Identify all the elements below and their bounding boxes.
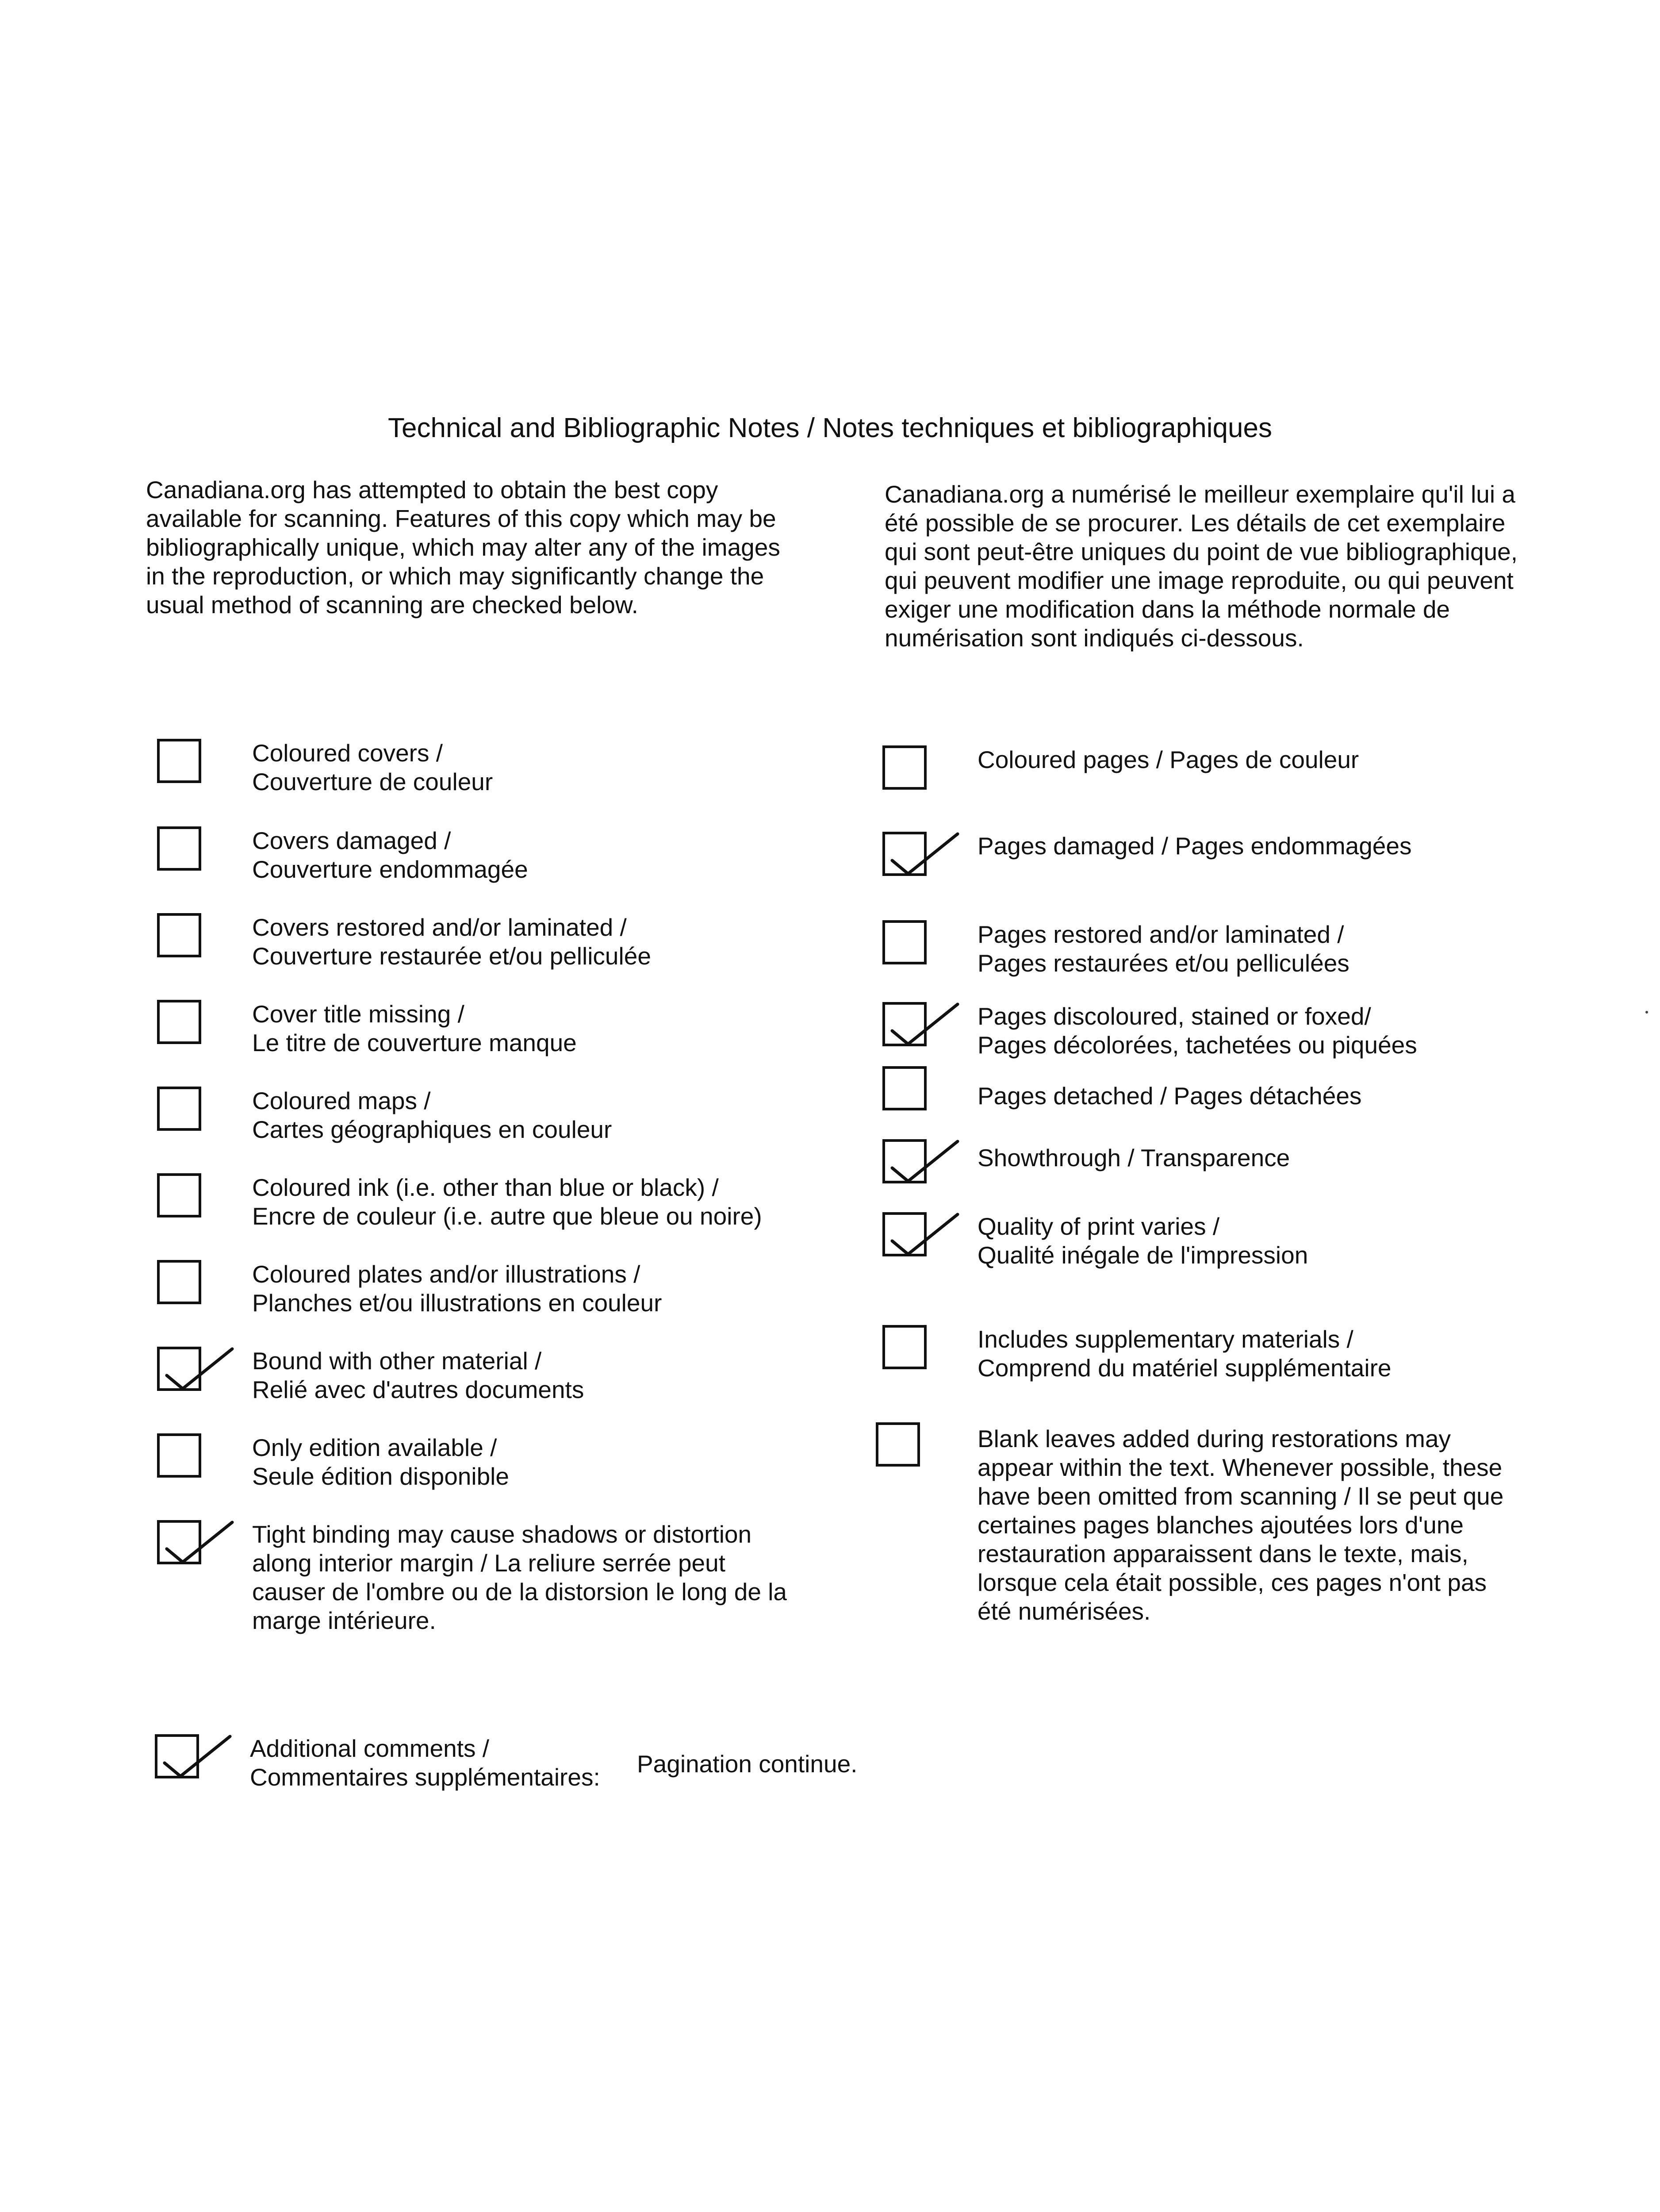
check-item-label: Includes supplementary materials / Comprend du matériel supplémentaire xyxy=(978,1325,1392,1382)
intro-english: Canadiana.org has attempted to obtain the best copy available for scanning. Features of this copy which may be bibliographically unique, which may alter any of the images in the reproduction, or which may significantly change the usual method of scanning are checked below. xyxy=(146,476,780,618)
check-item-label: Blank leaves added during restorations may appear within the text. Whenever possible, these have been omitted from scanning / Il se peut que certaines pages blanches ajoutées lors d'une restauration apparaissent dans le texte, mais, lorsque cela était possible, ces pages n'ont pas été numérisées. xyxy=(978,1425,1504,1625)
check-item-label: Coloured plates and/or illustrations / Planches et/ou illustrations en couleur xyxy=(252,1260,662,1317)
additional-comments-label: Additional comments / Commentaires supplémentaires: xyxy=(250,1735,600,1791)
check-item-label: Quality of print varies / Qualité inégale de l'impression xyxy=(978,1213,1308,1269)
checkmark-icon xyxy=(882,1119,960,1190)
checkbox[interactable] xyxy=(876,1422,920,1467)
scan-speck xyxy=(1645,1011,1648,1014)
checkbox[interactable] xyxy=(882,920,927,964)
check-item-label: Covers damaged / Couverture endommagée xyxy=(252,827,528,883)
check-item-label: Coloured pages / Pages de couleur xyxy=(978,746,1359,773)
checkbox[interactable] xyxy=(157,1260,201,1304)
check-item-label: Showthrough / Transparence xyxy=(978,1144,1290,1171)
check-item-label: Coloured maps / Cartes géographiques en couleur xyxy=(252,1087,612,1143)
checkbox[interactable] xyxy=(157,1173,201,1217)
checkbox[interactable] xyxy=(157,1433,201,1478)
checkmark-icon xyxy=(882,982,960,1053)
checkmark-icon xyxy=(157,1327,234,1398)
check-item-label: Coloured covers / Couverture de couleur xyxy=(252,739,493,795)
checkbox[interactable] xyxy=(157,913,201,957)
additional-comments-value: Pagination continue. xyxy=(637,1750,858,1778)
check-item-label: Tight binding may cause shadows or distortion along interior margin / La reliure serrée peut causer de l'ombre ou de la distorsion le long de la marge intérieure. xyxy=(252,1521,787,1634)
check-item-label: Coloured ink (i.e. other than blue or black) / Encre de couleur (i.e. autre que bleue ou noire) xyxy=(252,1174,762,1230)
checkmark-icon xyxy=(882,1192,960,1263)
check-item-label: Pages damaged / Pages endommagées xyxy=(978,832,1412,860)
page-title: Technical and Bibliographic Notes / Notes techniques et bibliographiques xyxy=(387,413,1272,443)
checkmark-icon xyxy=(882,812,960,883)
intro-french: Canadiana.org a numérisé le meilleur exemplaire qu'il lui a été possible de se procurer. Les détails de cet exemplaire qui sont peut-être uniques du point de vue bibliographique, qui peuvent modifier une image reproduite, ou qui peuvent exiger une modification dans la méthode normale de numérisation sont indiqués ci-dessous. xyxy=(885,480,1518,652)
checkbox[interactable] xyxy=(882,1325,927,1369)
checkbox[interactable] xyxy=(157,1087,201,1131)
checkbox[interactable] xyxy=(882,745,927,790)
check-item-label: Pages discoloured, stained or foxed/ Pages décolorées, tachetées ou piquées xyxy=(978,1002,1417,1059)
check-item-label: Pages detached / Pages détachées xyxy=(978,1082,1362,1110)
checkmark-icon xyxy=(157,1500,234,1571)
check-item-label: Pages restored and/or laminated / Pages restaurées et/ou pelliculées xyxy=(978,921,1349,977)
checkbox[interactable] xyxy=(882,1066,927,1110)
checkmark-icon xyxy=(155,1714,232,1785)
checkbox[interactable] xyxy=(157,1000,201,1044)
check-item-label: Cover title missing / Le titre de couverture manque xyxy=(252,1000,577,1056)
checkbox[interactable] xyxy=(157,739,201,783)
check-item-label: Covers restored and/or laminated / Couverture restaurée et/ou pelliculée xyxy=(252,914,651,970)
check-item-label: Only edition available / Seule édition disponible xyxy=(252,1434,509,1490)
checkbox[interactable] xyxy=(157,826,201,871)
check-item-label: Bound with other material / Relié avec d'autres documents xyxy=(252,1347,584,1403)
